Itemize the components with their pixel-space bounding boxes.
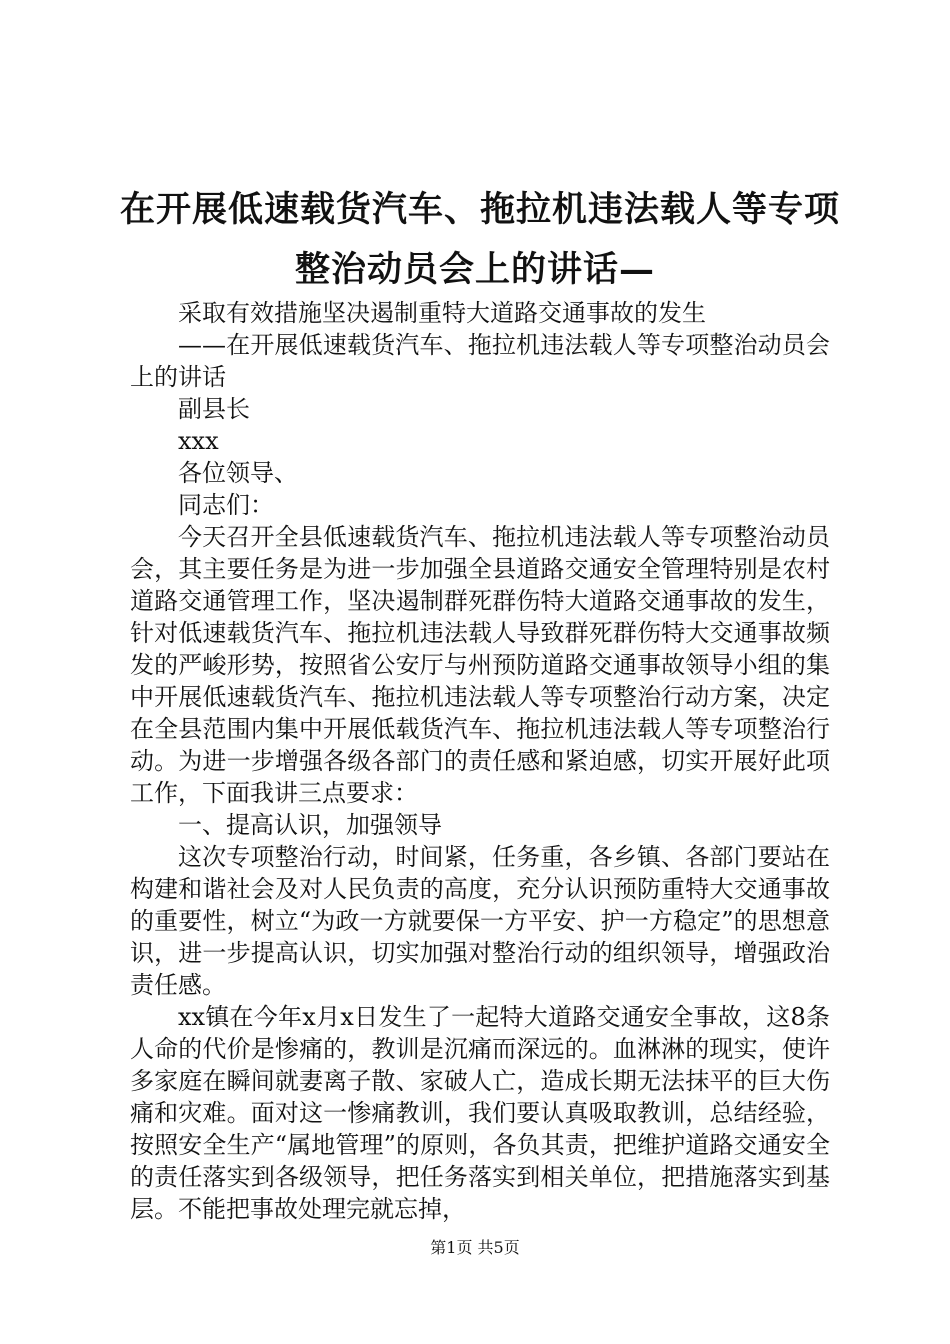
body-paragraph: xx镇在今年x月x日发生了一起特大道路交通安全事故，这8条人命的代价是惨痛的，教训是沉痛而深远的。血淋淋的现实，使许多家庭在瞬间就妻离子散、家破人亡，造成长期无法抹平的巨大伤痛和灾难。面对这一惨痛教训，我们要认真吸取教训，总结经验，按照安全生产“属地管理”的原则，各负其责，把维护道路交通安全的责任落实到各级领导，把任务落实到相关单位，把措施落实到基层。不能把事故处理完就忘掉， xyxy=(130,1003,830,1223)
body-paragraph: 这次专项整治行动，时间紧，任务重，各乡镇、各部门要站在构建和谐社会及对人民负责的高度，充分认识预防重特大交通事故的重要性，树立“为政一方就要保一方平安、护一方稳定”的思想意识，进一步提高认识，切实加强对整治行动的组织领导，增强政治责任感。 xyxy=(130,843,830,999)
subtitle-continuation: ——在开展低速载货汽车、拖拉机违法载人等专项整治动员会上的讲话 xyxy=(130,331,830,391)
greeting-comrades: 同志们： xyxy=(178,491,274,519)
page-footer: 第1页 共5页 xyxy=(430,1238,520,1257)
speaker-title: 副县长 xyxy=(178,395,250,423)
speaker-name: xxx xyxy=(178,427,219,455)
document-title-line-2: 整治动员会上的讲话— xyxy=(294,249,655,290)
document-title-line-1: 在开展低速载货汽车、拖拉机违法载人等专项 xyxy=(120,189,841,230)
body-paragraph: 今天召开全县低速载货汽车、拖拉机违法载人等专项整治动员会，其主要任务是为进一步加强全县道路交通安全管理特别是农村道路交通管理工作，坚决遏制群死群伤特大道路交通事故的发生，针对低速载货汽车、拖拉机违法载人导致群死群伤特大交通事故频发的严峻形势，按照省公安厅与州预防道路交通事故领导小组的集中开展低速载货汽车、拖拉机违法载人等专项整治行动方案，决定在全县范围内集中开展低载货汽车、拖拉机违法载人等专项整治行动。为进一步增强各级各部门的责任感和紧迫感，切实开展好此项工作，下面我讲三点要求： xyxy=(130,523,830,807)
section-heading: 一、提高认识，加强领导 xyxy=(178,811,442,839)
greeting-leaders: 各位领导、 xyxy=(178,459,298,487)
document-body xyxy=(130,297,830,1225)
subtitle: 采取有效措施坚决遏制重特大道路交通事故的发生 xyxy=(178,299,706,327)
